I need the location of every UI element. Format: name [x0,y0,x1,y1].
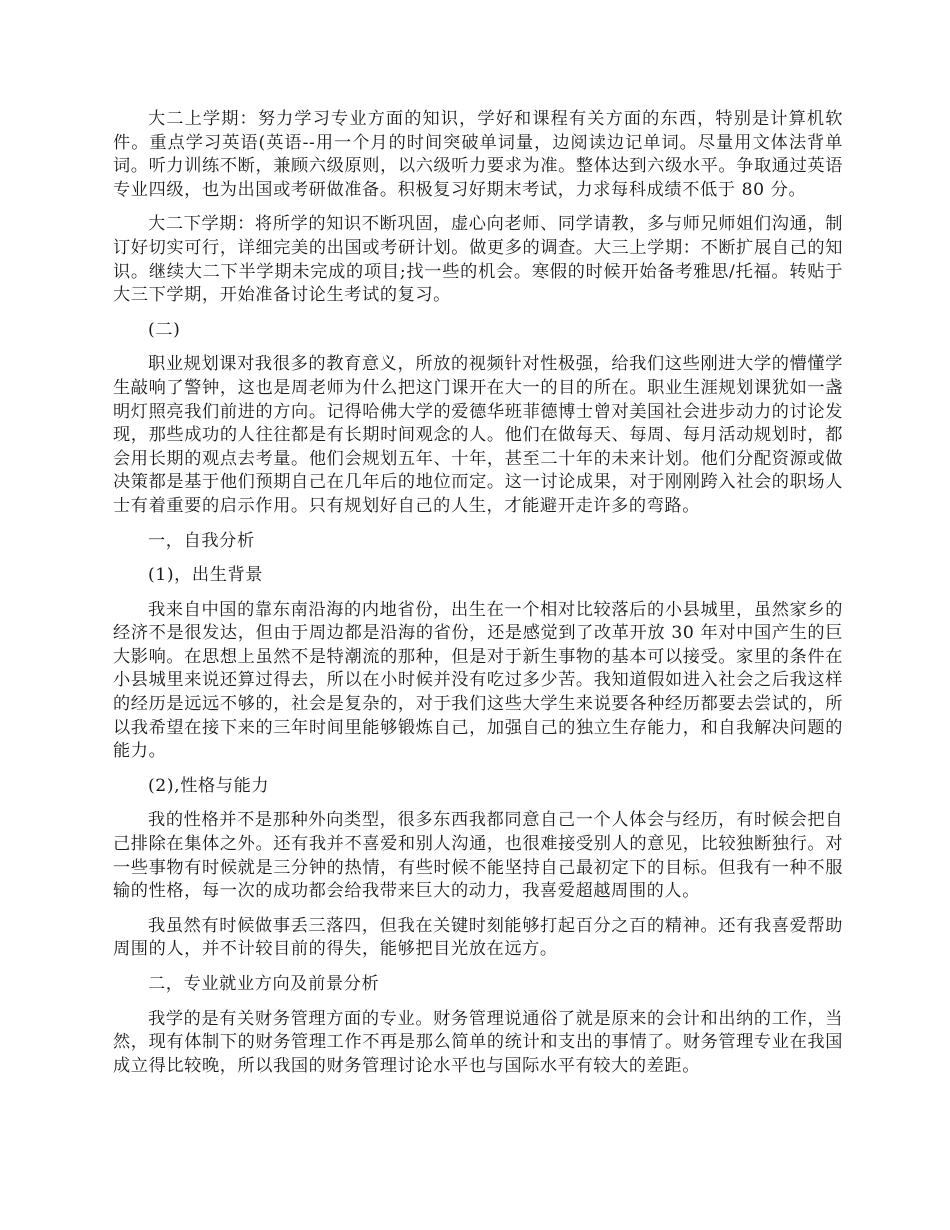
section-heading-career-direction: 二，专业就业方向及前景分析 [148,974,380,994]
section-heading-self-analysis: 一，自我分析 [148,530,255,551]
paragraph-personality-2: 我虽然有时候做事丢三落四，但我在关键时刻能够打起百分之百的精神。还有我喜爱帮助周围的人，并不计较目前的得失，能够把目光放在远方。 [113,915,843,960]
paragraph-personality-1: 我的性格并不是那种外向类型，很多东西我都同意自己一个人体会与经历，有时候会把自己排除在集体之外。还有我并不喜爱和别人沟通，也很难接受别人的意见，比较独断独行。对一些事物有时候就是三分钟的热情，有些时候不能坚持自己最初定下的目标。但我有一种不服输的性格，每一次的成功都会给我带来巨大的动力，我喜爱超越周围的人。 [113,810,843,902]
document-page [113,108,843,1089]
subheading-personality: (2),性格与能力 [148,775,270,796]
paragraph-career-course: 职业规划课对我很多的教育意义，所放的视频针对性极强，给我们这些刚进大学的懵懂学生敲响了警钟，这也是周老师为什么把这门课开在大一的目的所在。职业生涯规划课犹如一盏明灯照亮我们前进的方向。记得哈佛大学的爱德华班菲德博士曾对美国社会进步动力的讨论发现，那些成功的人往往都是有长期时间观念的人。他们在做每天、每周、每月活动规划时，都会用长期的观点去考量。他们会规划五年、十年，甚至二十年的未来计划。他们分配资源或做决策都是基于他们预期自己在几年后的地位而定。这一讨论成果，对于刚刚跨入社会的职场人士有着重要的启示作用。只有规划好自己的人生，才能避开走许多的弯路。 [113,354,843,516]
paragraph-major: 我学的是有关财务管理方面的专业。财务管理说通俗了就是原来的会计和出纳的工作，当然，现有体制下的财务管理工作不再是那么简单的统计和支出的事情了。财务管理专业在我国成立得比较晚，所以我国的财务管理讨论水平也与国际水平有较大的差距。 [113,1008,843,1076]
paragraph-sophomore-fall: 大二上学期：努力学习专业方面的知识，学好和课程有关方面的东西，特别是计算机软件。重点学习英语(英语--用一个月的时间突破单词量，边阅读边记单词。尽量用文体法背单词。听力训练不断，兼顾六级原则，以六级听力要求为准。整体达到六级水平。争取通过英语专业四级，也为出国或考研做准备。积极复习好期末考试，力求每科成绩不低于 80 分。 [113,109,843,200]
paragraph-sophomore-spring: 大二下学期：将所学的知识不断巩固，虚心向老师、同学请教，多与师兄师姐们沟通，制订好切实可行，详细完美的出国或考研计划。做更多的调查。大三上学期：不断扩展自己的知识。继续大二下半学期未完成的项目;找一些的机会。寒假的时候开始备考雅思/托福。转贴于 大三下学期，开始准备讨论生考试的复习。 [113,214,843,306]
section-heading-part-two: (二) [148,319,181,340]
subheading-background: (1)，出生背景 [148,565,264,586]
paragraph-background: 我来自中国的靠东南沿海的内地省份，出生在一个相对比较落后的小县城里，虽然家乡的经济不是很发达，但由于周边都是沿海的省份，还是感觉到了改革开放 30 年对中国产生的巨大影响。在思想上虽然不是特潮流的那种，但是对于新生事物的基本可以接受。家里的条件在小县城里来说还算过得去，所以在小时候并没有吃过多少苦。我知道假如进入社会之后我这样的经历是远远不够的，社会是复杂的，对于我们这些大学生来说要各种经历都要去尝试的，所以我希望在接下来的三年时间里能够锻炼自己，加强自己的独立生存能力，和自我解决问题的能力。 [113,599,843,762]
